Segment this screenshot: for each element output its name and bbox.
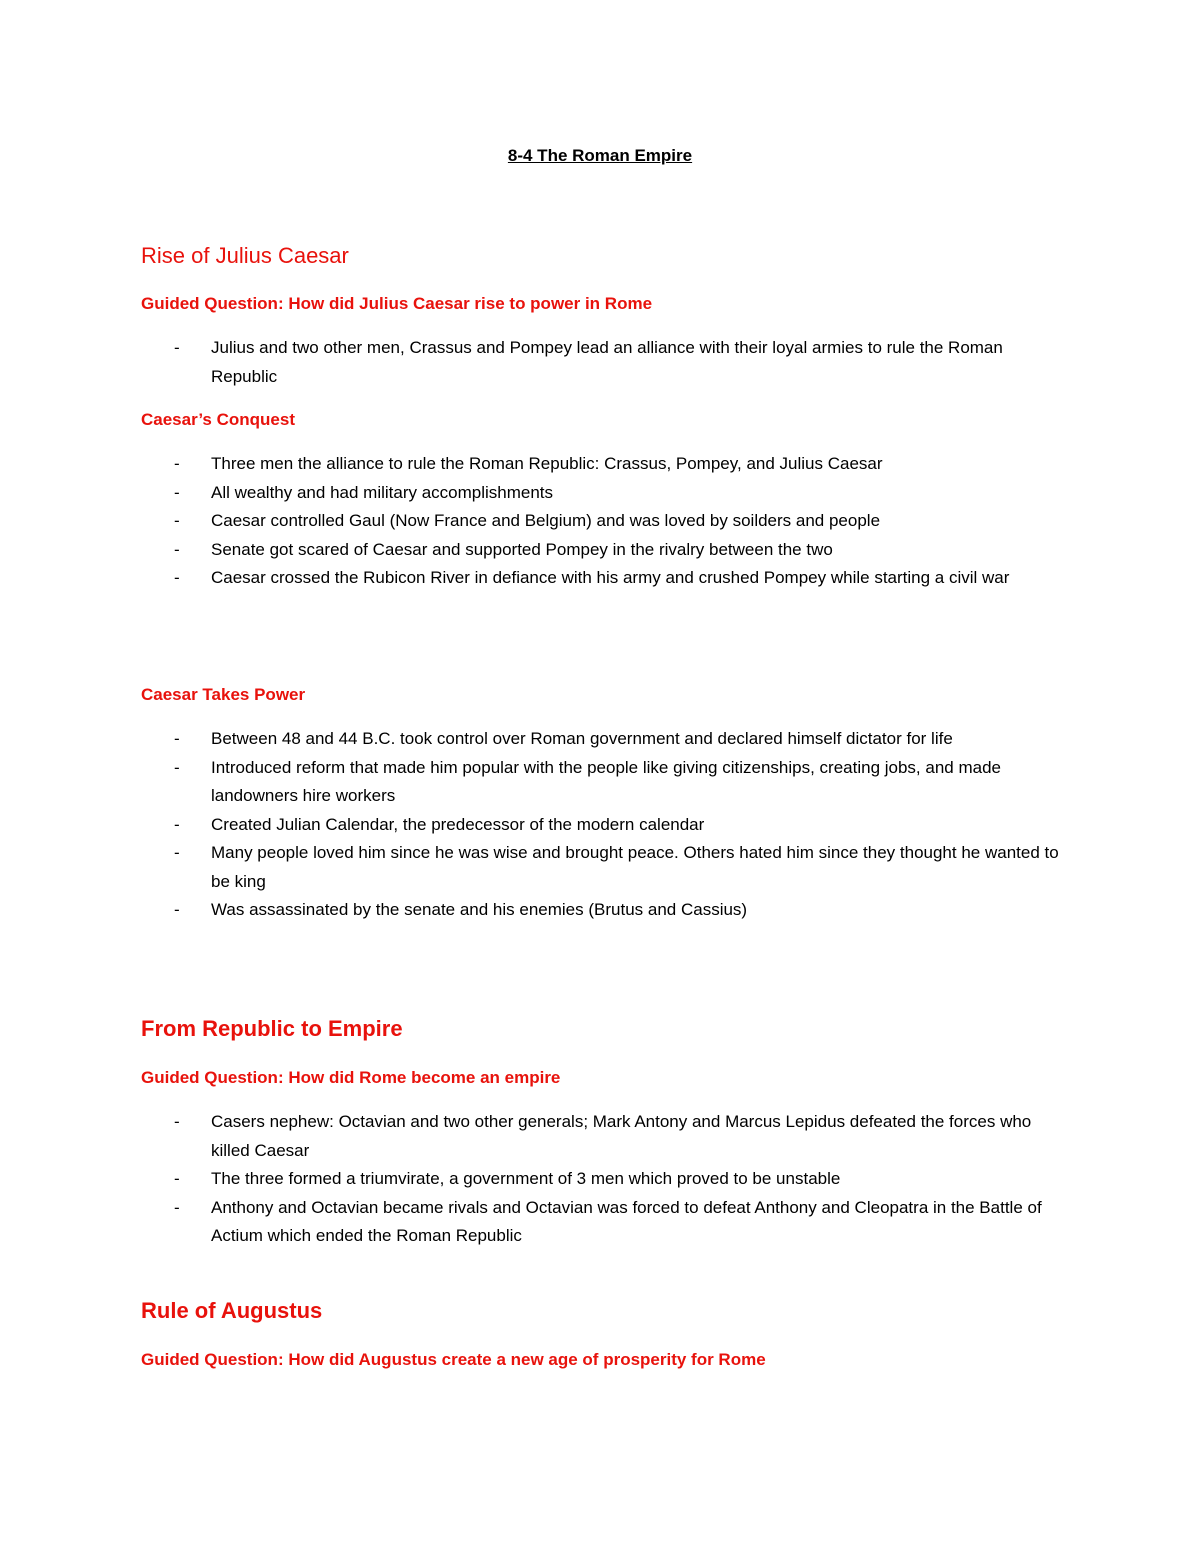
list-item: - Caesar controlled Gaul (Now France and Belgium) and was loved by soilders and people <box>0 507 1061 536</box>
section-heading-rise-of-julius-caesar: Rise of Julius Caesar <box>141 243 349 268</box>
subsection-heading-caesar-takes-power: Caesar Takes Power <box>141 685 306 704</box>
bullet-dash: - <box>174 814 180 834</box>
list-item: - Created Julian Calendar, the predecessor of the modern calendar <box>0 811 1061 840</box>
list-item: - Was assassinated by the senate and his enemies (Brutus and Cassius) <box>0 896 1061 925</box>
bullet-dash: - <box>174 1112 180 1131</box>
list-item: - Introduced reform that made him popular with the people like giving citizenships, creating jobs, and made landowners hire workers <box>0 754 1061 811</box>
bullet-dash: - <box>174 539 180 559</box>
list-item: - Three men the alliance to rule the Roman Republic: Crassus, Pompey, and Julius Caesar <box>0 450 1061 479</box>
subsection-heading-caesars-conquest: Caesar’s Conquest <box>141 410 295 429</box>
bullet-dash: - <box>174 338 180 357</box>
list-item: - Between 48 and 44 B.C. took control over Roman government and declared himself dictator for life <box>0 725 1061 754</box>
bullet-dash: - <box>174 1169 180 1188</box>
list-item: - The three formed a triumvirate, a government of 3 men which proved to be unstable <box>0 1165 1061 1194</box>
bullet-dash: - <box>174 757 180 777</box>
bullet-list-conquest <box>0 450 1061 593</box>
list-item: - Julius and two other men, Crassus and Pompey lead an alliance with their loyal armies to rule the Roman Republic <box>0 334 1061 391</box>
list-item: - Casers nephew: Octavian and two other generals; Mark Antony and Marcus Lepidus defeated the forces who killed Caesar <box>0 1108 1061 1165</box>
bullet-dash: - <box>174 729 180 748</box>
bullet-list-rise <box>0 334 1061 391</box>
bullet-dash: - <box>174 900 180 919</box>
bullet-list-takes-power <box>0 725 1061 925</box>
list-item: - Caesar crossed the Rubicon River in defiance with his army and crushed Pompey while starting a civil war <box>0 564 1061 593</box>
guided-question-3: Guided Question: How did Augustus create a new age of prosperity for Rome <box>141 1350 766 1369</box>
bullet-dash: - <box>174 843 180 862</box>
bullet-dash: - <box>174 482 180 502</box>
list-item: - All wealthy and had military accomplishments <box>0 479 1061 508</box>
section-heading-from-republic-to-empire: From Republic to Empire <box>141 1016 403 1041</box>
section-heading-rule-of-augustus: Rule of Augustus <box>141 1298 323 1323</box>
document-title: 8-4 The Roman Empire <box>507 146 693 165</box>
guided-question-2: Guided Question: How did Rome become an empire <box>141 1068 561 1087</box>
list-item: - Anthony and Octavian became rivals and Octavian was forced to defeat Anthony and Cleopatra in the Battle of Actium which ended the Roman Republic <box>0 1194 1061 1251</box>
bullet-dash: - <box>174 511 180 530</box>
list-item: - Many people loved him since he was wise and brought peace. Others hated him since they thought he wanted to be king <box>0 839 1061 896</box>
bullet-dash: - <box>174 568 180 587</box>
list-item: - Senate got scared of Caesar and supported Pompey in the rivalry between the two <box>0 536 1061 565</box>
bullet-dash: - <box>174 1197 180 1217</box>
bullet-dash: - <box>174 454 180 473</box>
guided-question-1: Guided Question: How did Julius Caesar rise to power in Rome <box>141 294 653 313</box>
bullet-list-republic-to-empire <box>0 1108 1061 1251</box>
